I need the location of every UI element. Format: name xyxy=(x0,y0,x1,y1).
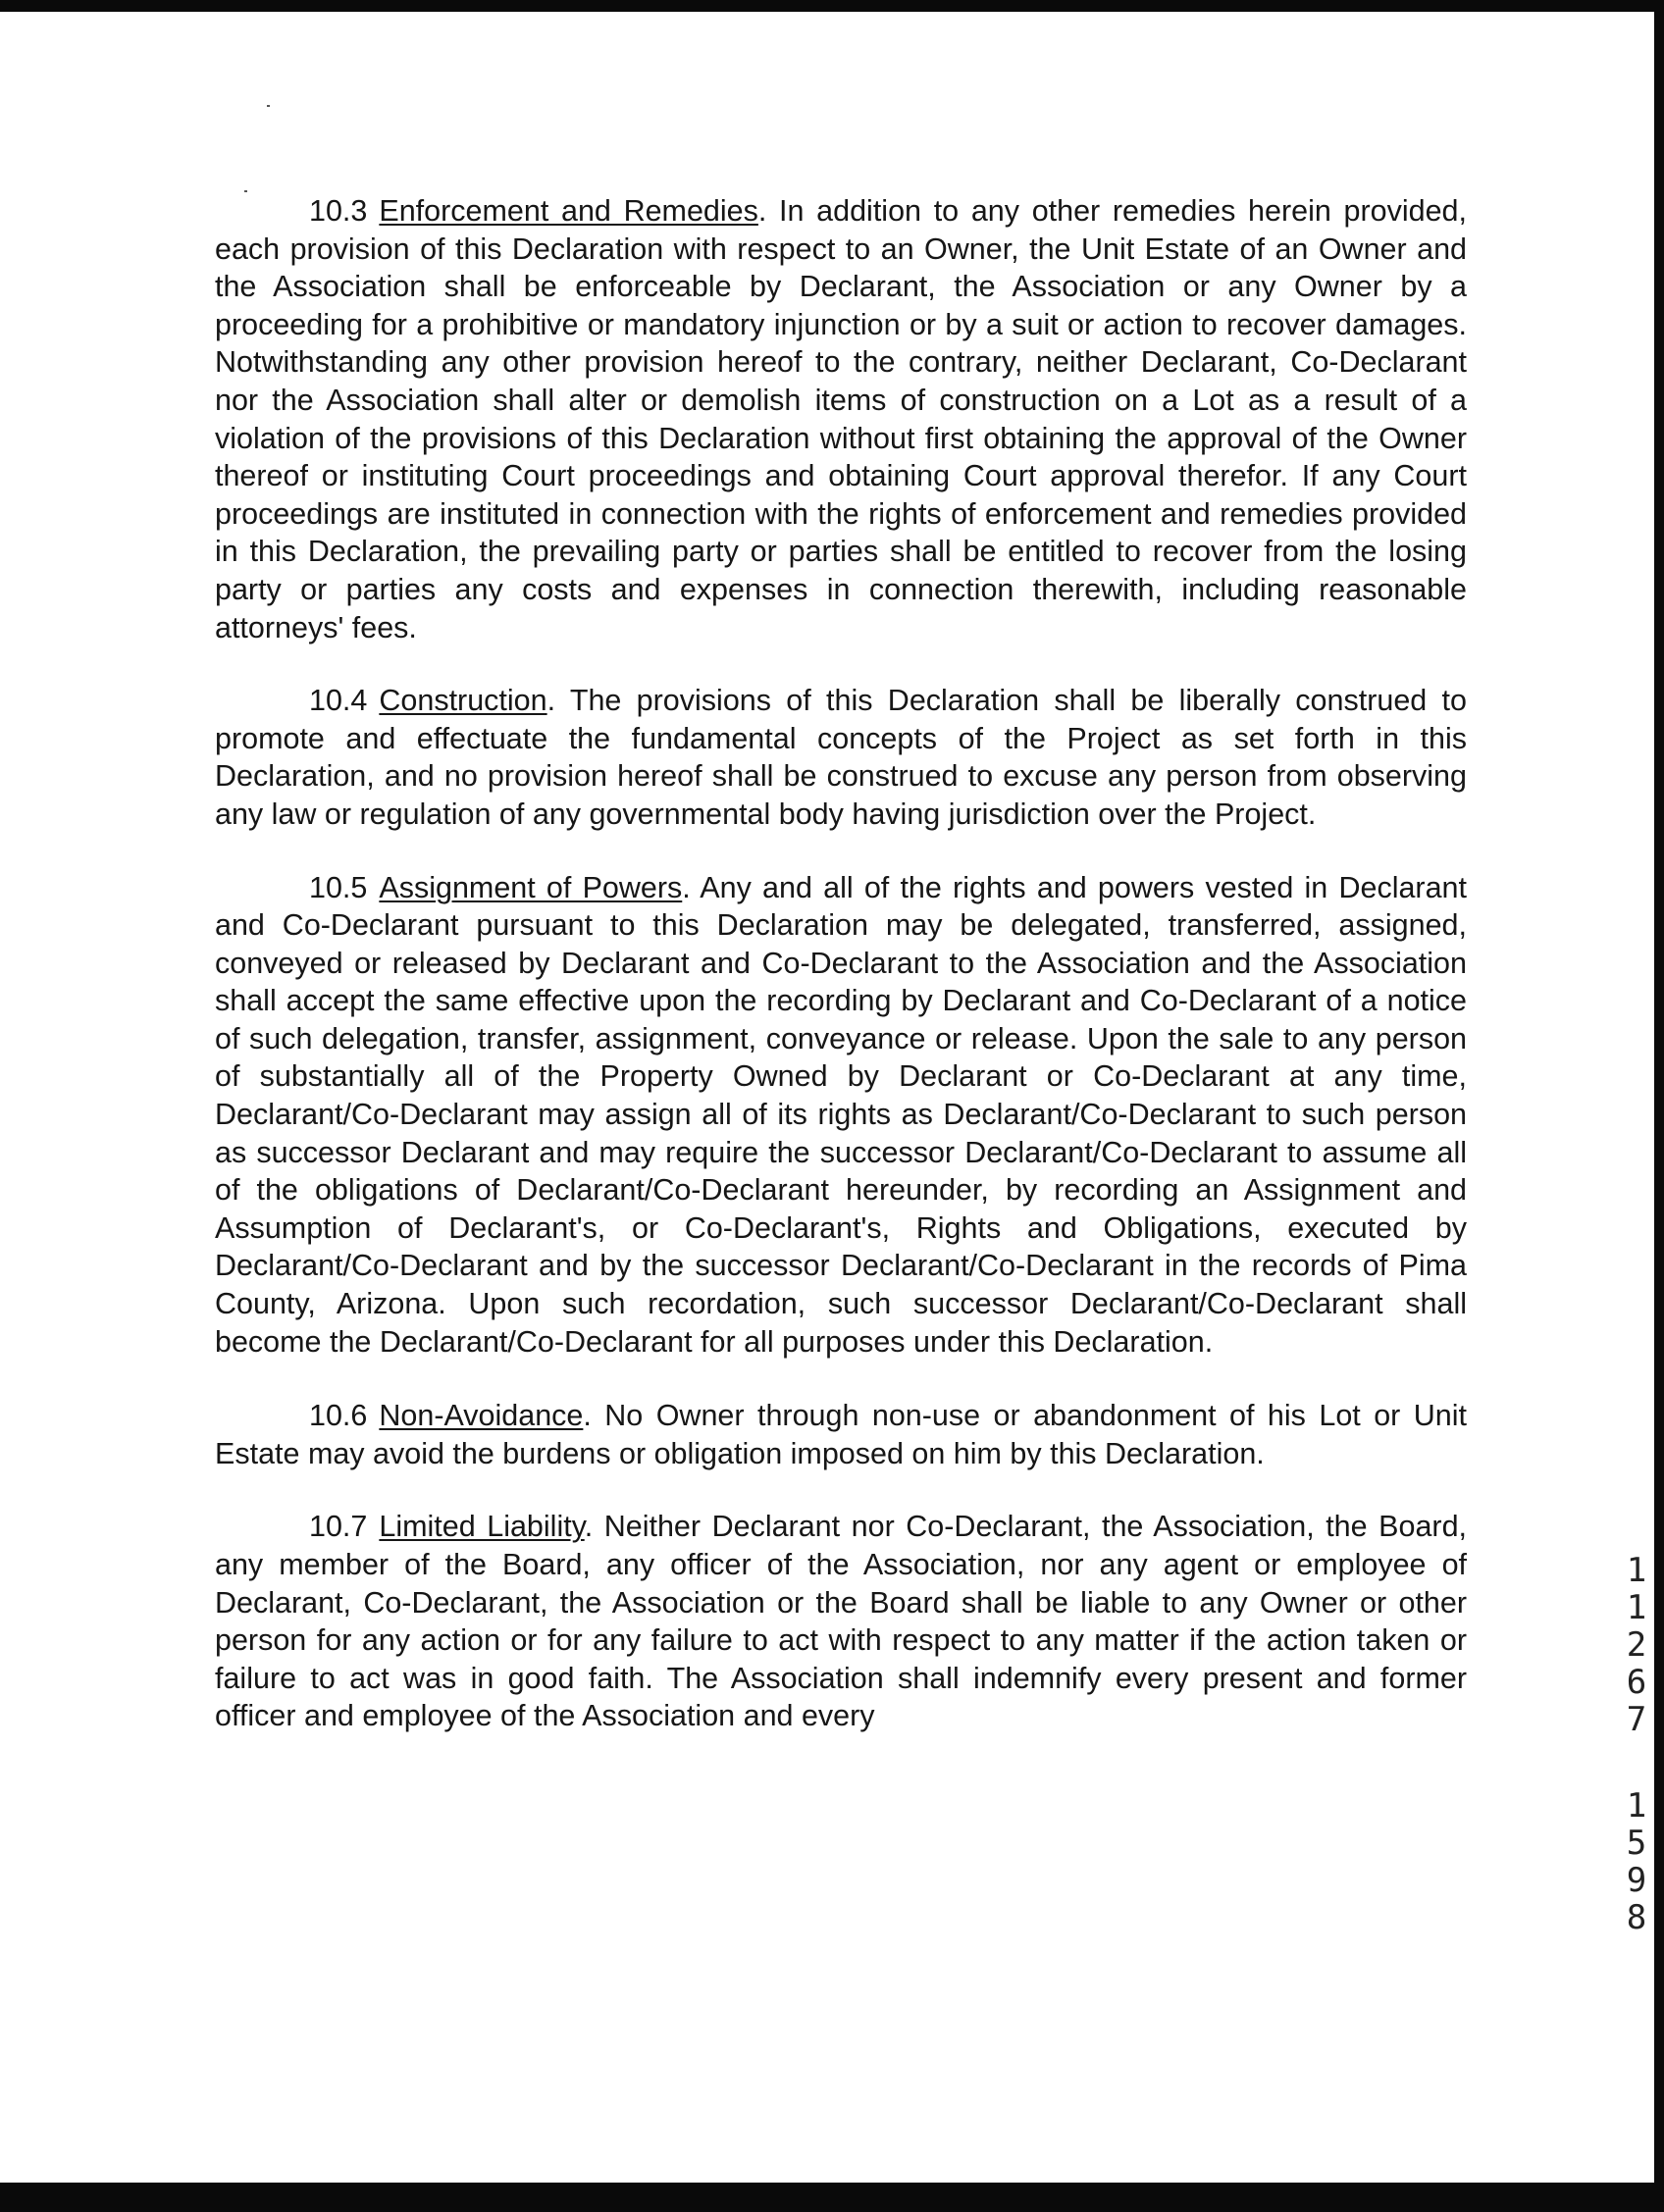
section-number: 10.5 xyxy=(309,870,368,904)
document-page xyxy=(215,192,1467,1771)
stamp-digit: 8 xyxy=(1626,1898,1647,1937)
section-10-3 xyxy=(215,192,1467,646)
section-heading: Non-Avoidance xyxy=(379,1399,584,1433)
section-number: 10.7 xyxy=(309,1510,368,1544)
scan-speck xyxy=(267,105,270,107)
section-10-4 xyxy=(215,682,1467,833)
section-body: . No Owner through non-use or abandonment of his Lot or Unit Estate may avoid the burdens or obligation imposed on him by this Declaration. xyxy=(215,1399,1467,1470)
stamp-digit: 6 xyxy=(1626,1663,1647,1702)
section-heading: Limited Liability xyxy=(379,1510,585,1544)
recording-number-stamp xyxy=(1617,1552,1656,1936)
section-10-6 xyxy=(215,1397,1467,1472)
scan-border-bottom xyxy=(0,2183,1664,2212)
section-body: . The provisions of this Declaration shall be liberally construed to promote and effectuate the fundamental concepts of the Project as set forth in this Declaration, and no provision hereof shall be construed to excuse any person from observing any law or regulation of any governmental body having jurisdiction over the Project. xyxy=(215,684,1467,831)
section-body: . Any and all of the rights and powers vested in Declarant and Co-Declarant pursuant to this Declaration may be delegated, transferred, assigned, conveyed or released by Declarant and Co-Declarant to the Association and the Association shall accept the same effective upon the recording by Declarant and Co-Declarant of a notice of such delegation, transfer, assignment, conveyance or release. Upon the sale to any person of substantially all of the Property Owned by Declarant or Co-Declarant at any time, Declarant/Co-Declarant may assign all of its rights as Declarant/Co-Declarant to such person as successor Declarant and may require the successor Declarant/Co-Declarant to assume all of the obligations of Declarant/Co-Declarant hereunder, by recording an Assignment and Assumption of Declarant's, or Co-Declarant's, Rights and Obligations, executed by Declarant/Co-Declarant and by the successor Declarant/Co-Declarant in the records of Pima County, Arizona. Upon such recordation, such successor Declarant/Co-Declarant shall become the Declarant/Co-Declarant for all purposes under this Declaration. xyxy=(215,870,1467,1359)
stamp-digit: 1 xyxy=(1626,1551,1647,1590)
section-heading: Assignment of Powers xyxy=(379,870,683,904)
stamp-digit: 2 xyxy=(1626,1625,1647,1665)
stamp-digit: 9 xyxy=(1626,1861,1647,1900)
scan-border-top xyxy=(0,0,1664,12)
section-body: . Neither Declarant nor Co-Declarant, the Association, the Board, any member of the Board, any officer of the Association, nor any agent or employee of Declarant, Co-Declarant, the Association or the Board shall be liable to any Owner or other person for any action or for any failure to act with respect to any matter if the action taken or failure to act was in good faith. The Association shall indemnify every present and former officer and employee of the Association and every xyxy=(215,1510,1468,1733)
stamp-digit: 1 xyxy=(1626,1588,1647,1627)
section-number: 10.4 xyxy=(309,684,368,718)
stamp-digit: 7 xyxy=(1626,1700,1647,1739)
stamp-digit: 5 xyxy=(1626,1824,1647,1863)
section-number: 10.3 xyxy=(309,194,368,228)
stamp-gap xyxy=(1617,1738,1656,1787)
section-heading: Construction xyxy=(379,684,547,718)
section-heading: Enforcement and Remedies xyxy=(379,194,758,228)
section-number: 10.6 xyxy=(309,1399,368,1433)
stamp-digit: 1 xyxy=(1626,1786,1647,1826)
section-10-7 xyxy=(215,1508,1467,1735)
section-10-5 xyxy=(215,869,1467,1362)
section-body: . In addition to any other remedies herein provided, each provision of this Declaration with respect to an Owner, the Unit Estate of an Owner and the Association shall be enforceable by Declarant, the Association or any Owner by a proceeding for a prohibitive or mandatory injunction or by a suit or action to recover damages. Notwithstanding any other provision hereof to the contrary, neither Declarant, Co-Declarant nor the Association shall alter or demolish items of construction on a Lot as a result of a violation of the provisions of this Declaration without first obtaining the approval of the Owner thereof or instituting Court proceedings and obtaining Court approval therefor. If any Court proceedings are instituted in connection with the rights of enforcement and remedies provided in this Declaration, the prevailing party or parties shall be entitled to recover from the losing party or parties any costs and expenses in connection therewith, including reasonable attorneys' fees. xyxy=(215,194,1467,644)
